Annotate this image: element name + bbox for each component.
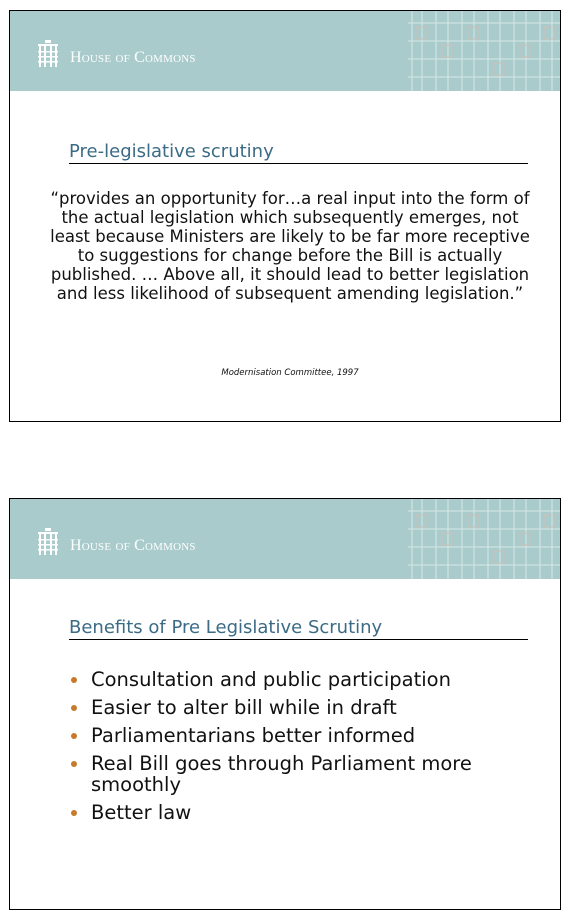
- slide-title: Pre-legislative scrutiny: [69, 141, 528, 164]
- slide-header-band: [10, 499, 560, 579]
- list-item: [69, 725, 539, 746]
- parliament-building-decoration: [408, 499, 560, 579]
- quote-text: “provides an opportunity for…a real input into the form of the actual legislation which subsequently emerges, not least because Ministers are likely to be far more receptive to suggestions for change before the Bill is actually published. … Above all, it should lead to better legislation and less likelihood of subsequent amending legislation.”: [50, 189, 530, 303]
- slide-benefits: [9, 498, 561, 910]
- bullet-dot-icon: [71, 733, 77, 739]
- list-item-text: Parliamentarians better informed: [91, 724, 416, 747]
- brand-name: House of Commons: [70, 49, 196, 66]
- portcullis-icon: [36, 40, 60, 68]
- list-item: [69, 697, 539, 718]
- benefits-list: [69, 669, 539, 830]
- bullet-dot-icon: [71, 705, 77, 711]
- bullet-dot-icon: [71, 810, 77, 816]
- slide-title: Benefits of Pre Legislative Scrutiny: [69, 617, 528, 640]
- bullet-dot-icon: [71, 761, 77, 767]
- list-item-text: Real Bill goes through Parliament more smoothly: [91, 752, 472, 796]
- list-item-text: Easier to alter bill while in draft: [91, 696, 397, 719]
- slide-header-band: [10, 11, 560, 91]
- list-item-text: Better law: [91, 801, 192, 824]
- slide-pre-legislative-scrutiny: [9, 10, 561, 422]
- list-item-text: Consultation and public participation: [91, 668, 451, 691]
- list-item: [69, 753, 539, 795]
- list-item: [69, 669, 539, 690]
- portcullis-icon: [36, 528, 60, 556]
- bullet-dot-icon: [71, 677, 77, 683]
- brand-name: House of Commons: [70, 537, 196, 554]
- parliament-building-decoration: [408, 11, 560, 91]
- list-item: [69, 802, 539, 823]
- quote-source: Modernisation Committee, 1997: [221, 368, 359, 378]
